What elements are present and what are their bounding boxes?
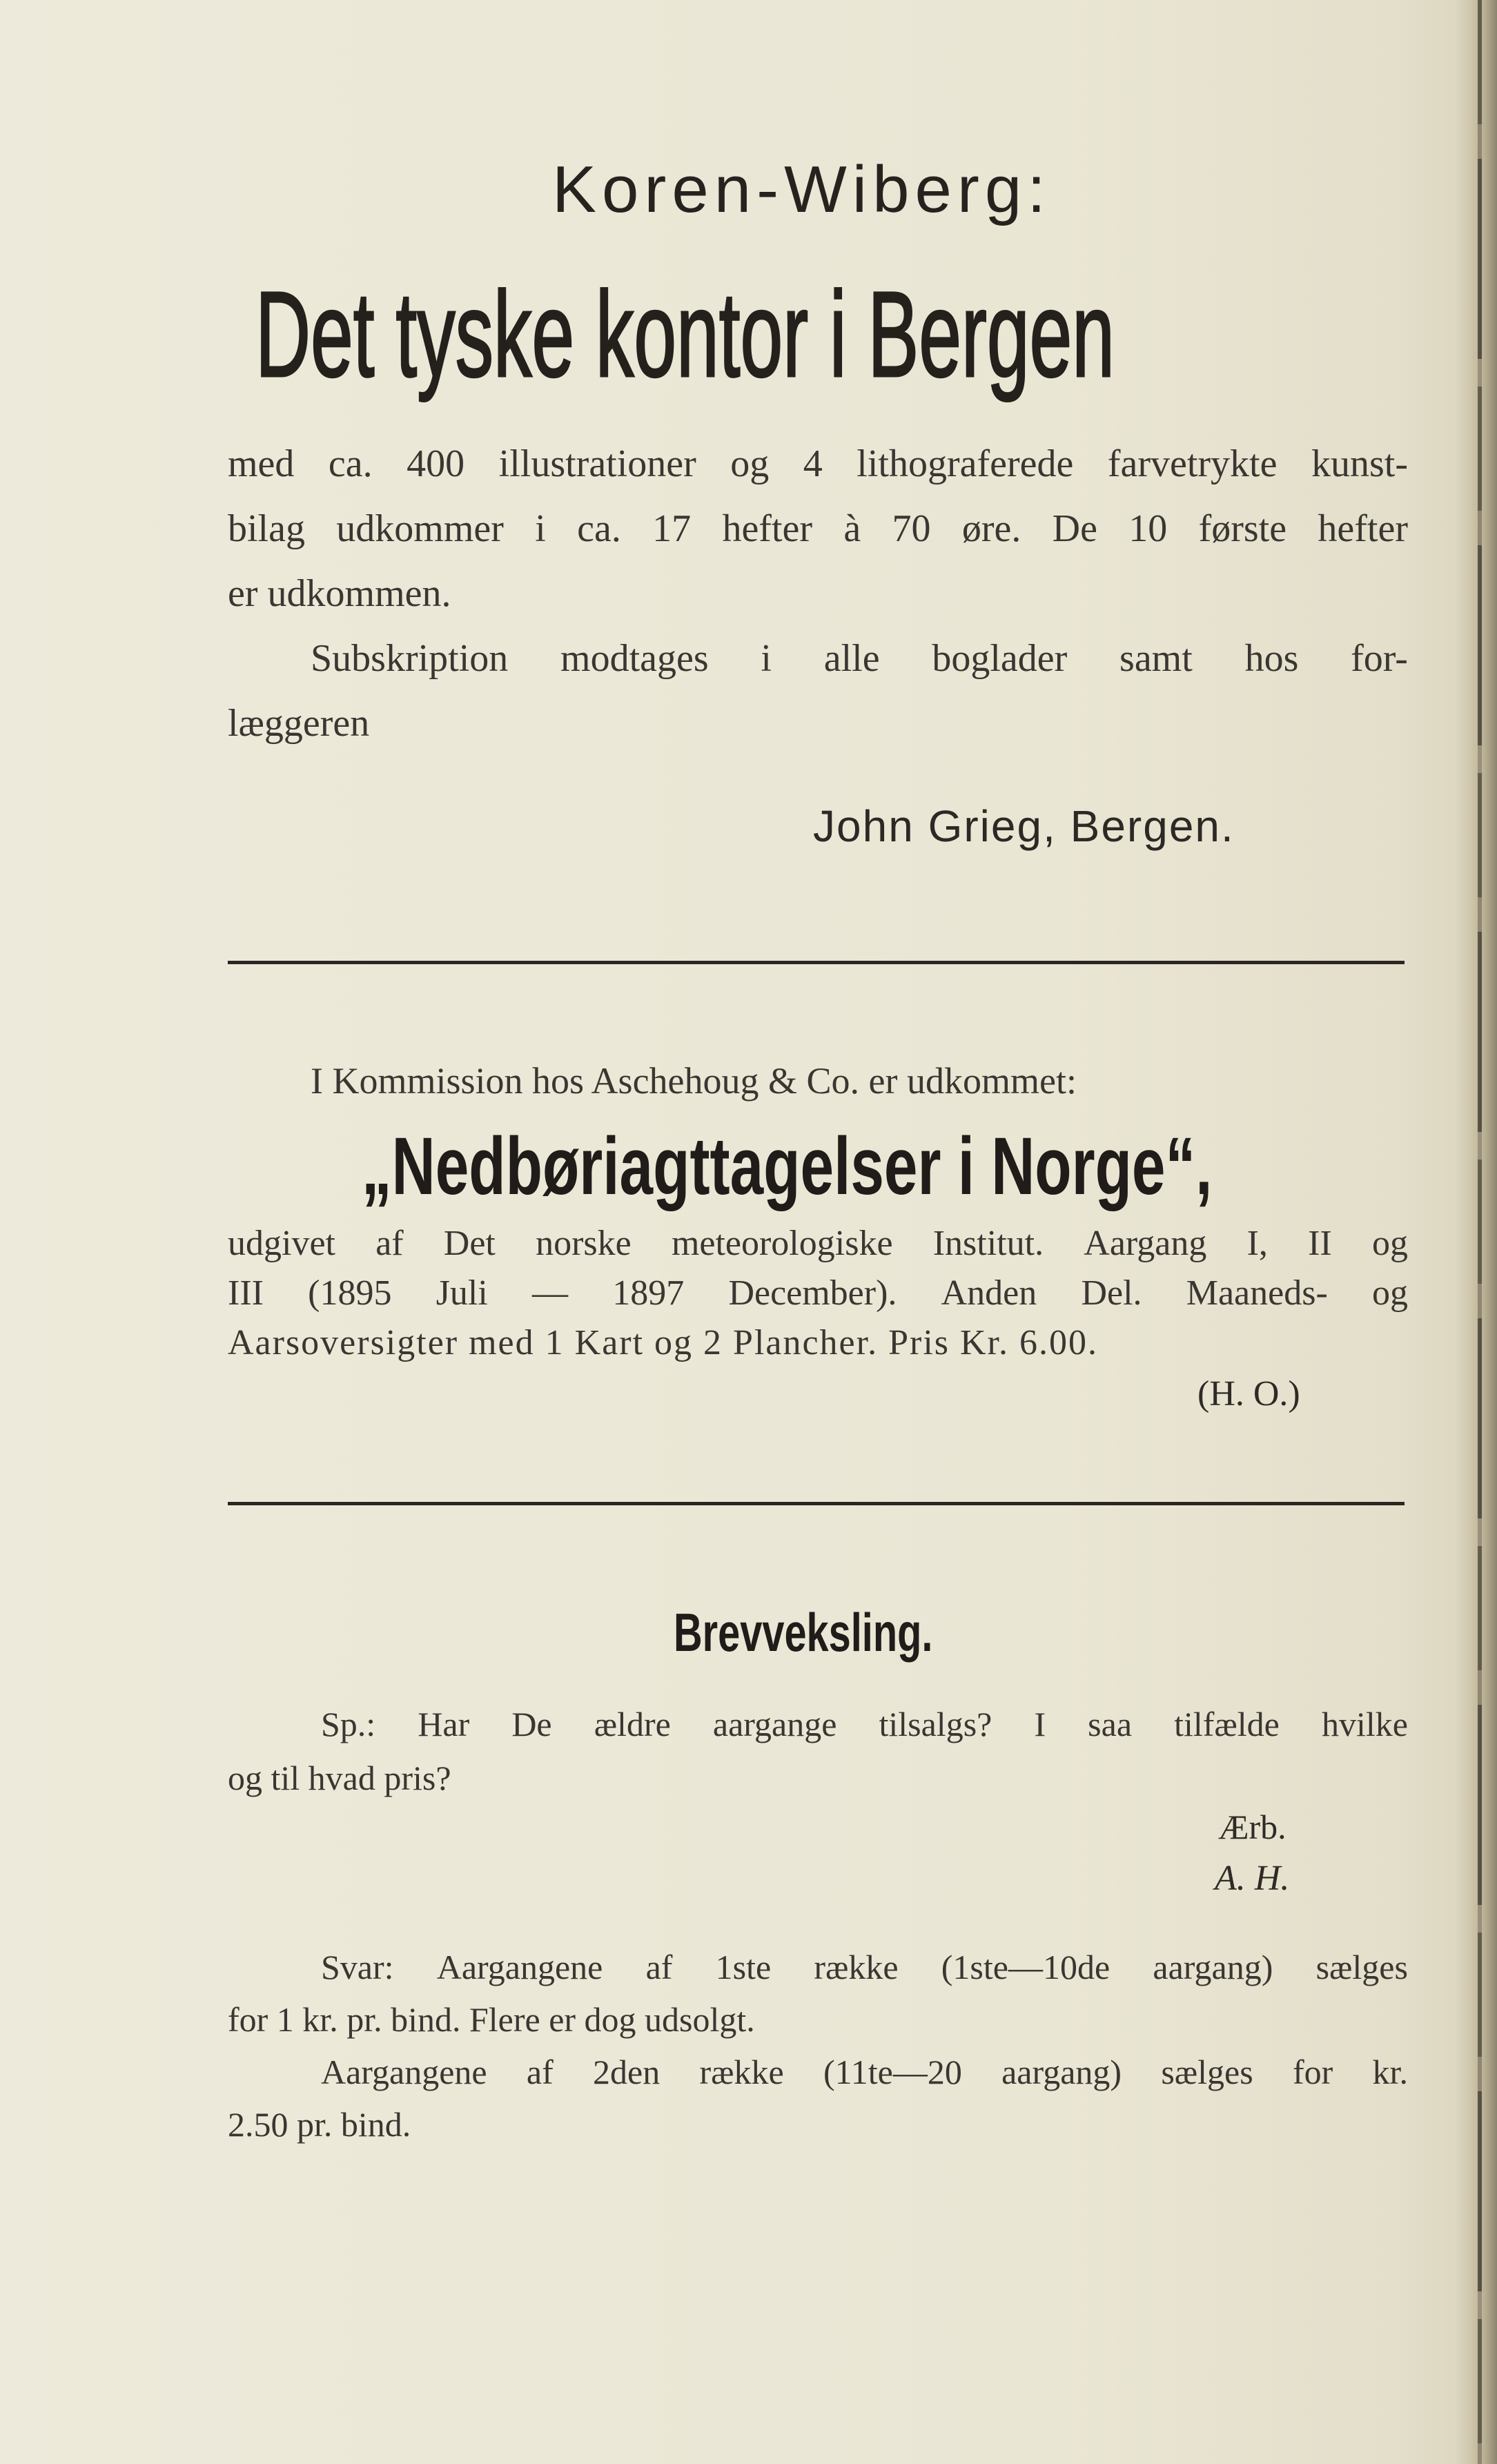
- word: ældre: [594, 1705, 671, 1743]
- correspondence-heading: Brevveksling.: [674, 1602, 933, 1663]
- word: De: [511, 1705, 552, 1743]
- word: første: [1198, 507, 1287, 550]
- word: Svar:: [321, 1948, 394, 1986]
- answer-line-2: for 1 kr. pr. bind. Flere er dog udsolgt.: [228, 2000, 755, 2039]
- page-edge-shadow: [1456, 0, 1497, 2464]
- divider-1: [228, 961, 1405, 964]
- word: 4: [803, 442, 823, 485]
- word: samt: [1119, 637, 1193, 680]
- word: og: [730, 442, 770, 485]
- word: ca.: [328, 442, 373, 485]
- answer-line-1: [321, 1941, 1408, 1993]
- word: række: [814, 1948, 899, 1986]
- word: lithograferede: [857, 442, 1074, 485]
- word: tilsalgs?: [879, 1705, 992, 1743]
- word: —: [532, 1273, 569, 1313]
- divider-2: [228, 1502, 1405, 1505]
- question-line-2: og til hvad pris?: [228, 1759, 451, 1797]
- word: December).: [728, 1273, 897, 1313]
- word: 10: [1128, 507, 1168, 550]
- word: 400: [407, 442, 465, 485]
- word: kunst-: [1311, 442, 1408, 485]
- word: hefter: [722, 507, 813, 550]
- commission-signature: (H. O.): [1197, 1374, 1300, 1414]
- announcement-line-4: [311, 626, 1408, 691]
- publisher-name: John Grieg, Bergen.: [813, 801, 1235, 851]
- word: norske: [536, 1224, 632, 1263]
- word: modtages: [560, 637, 709, 680]
- word: 17: [652, 507, 692, 550]
- word: Institut.: [932, 1224, 1044, 1263]
- word: øre.: [961, 507, 1021, 550]
- answer-line-4: 2.50 pr. bind.: [228, 2105, 411, 2144]
- word: Aargang: [1084, 1224, 1207, 1263]
- word: illustrationer: [498, 442, 696, 485]
- word: II: [1308, 1224, 1332, 1263]
- commission-line-1: [228, 1219, 1408, 1269]
- announcement-line-3: er udkommen.: [228, 572, 451, 615]
- word: sælges: [1315, 1948, 1408, 1986]
- word: I,: [1246, 1224, 1268, 1263]
- word: aargang): [1153, 1948, 1273, 1986]
- commission-title-container: [362, 1121, 1497, 1212]
- word: af: [526, 2053, 554, 2091]
- word: kr.: [1372, 2053, 1408, 2091]
- word: De: [1052, 507, 1097, 550]
- book-title: Det tyske kontor i Bergen: [255, 267, 1115, 402]
- binding-edge: [1478, 0, 1482, 2464]
- word: Subskription: [311, 637, 509, 680]
- word: hvilke: [1321, 1705, 1408, 1743]
- word: og: [1371, 1224, 1408, 1263]
- question-line-1: [321, 1698, 1408, 1750]
- word: sælges: [1161, 2053, 1253, 2091]
- announcement-line-1: [228, 431, 1408, 496]
- word: boglader: [932, 637, 1068, 680]
- word: à: [843, 507, 861, 550]
- word: udkommer: [336, 507, 504, 550]
- word: hos: [1244, 637, 1299, 680]
- word: aargange: [712, 1705, 837, 1743]
- word: af: [645, 1948, 673, 1986]
- word: bilag: [228, 507, 305, 550]
- word: 1ste: [715, 1948, 772, 1986]
- word: Sp.:: [321, 1705, 376, 1743]
- word: III: [228, 1273, 264, 1313]
- word: Maaneds-: [1186, 1273, 1328, 1313]
- word: (1895: [308, 1273, 392, 1313]
- word: 70: [892, 507, 931, 550]
- author-name: Koren-Wiberg:: [552, 153, 1051, 226]
- announcement-line-5: læggeren: [228, 702, 370, 745]
- word: I: [1034, 1705, 1046, 1743]
- correspondence-heading-container: [674, 1601, 1024, 1663]
- signature-initials: A. H.: [1215, 1859, 1290, 1898]
- word: for: [1292, 2053, 1333, 2091]
- word: saa: [1088, 1705, 1133, 1743]
- commission-line-2: [228, 1269, 1408, 1318]
- title-container: [255, 267, 1387, 402]
- word: 1897: [612, 1273, 685, 1313]
- word: for-: [1351, 637, 1408, 680]
- word: 2den: [593, 2053, 661, 2091]
- word: og: [1371, 1273, 1408, 1313]
- commission-title: „Nedbøriagttagelser i Norge“,: [362, 1121, 1213, 1212]
- word: ca.: [577, 507, 621, 550]
- commission-intro: I Kommission hos Aschehoug & Co. er udkommet:: [311, 1060, 1077, 1102]
- word: Har: [418, 1705, 470, 1743]
- word: farvetrykte: [1107, 442, 1278, 485]
- answer-line-3: [321, 2046, 1408, 2098]
- word: af: [375, 1224, 404, 1263]
- word: meteorologiske: [671, 1224, 893, 1263]
- word: (11te—20: [823, 2053, 962, 2091]
- word: Aargangene: [321, 2053, 487, 2091]
- word: tilfælde: [1174, 1705, 1280, 1743]
- word: Del.: [1081, 1273, 1142, 1313]
- word: Aargangene: [436, 1948, 603, 1986]
- word: alle: [823, 637, 880, 680]
- signature-aerb: Ærb.: [1218, 1808, 1286, 1846]
- word: hefter: [1318, 507, 1408, 550]
- word: med: [228, 442, 295, 485]
- word: Det: [443, 1224, 496, 1263]
- word: Anden: [941, 1273, 1037, 1313]
- word: i: [761, 637, 772, 680]
- word: række: [699, 2053, 784, 2091]
- announcement-line-2: [228, 496, 1408, 561]
- word: Juli: [436, 1273, 488, 1313]
- word: i: [535, 507, 546, 550]
- word: udgivet: [228, 1224, 335, 1263]
- word: aargang): [1001, 2053, 1122, 2091]
- commission-line-3: Aarsoversigter med 1 Kart og 2 Plancher. Pris Kr. 6.00.: [228, 1323, 1099, 1362]
- word: (1ste—10de: [941, 1948, 1110, 1986]
